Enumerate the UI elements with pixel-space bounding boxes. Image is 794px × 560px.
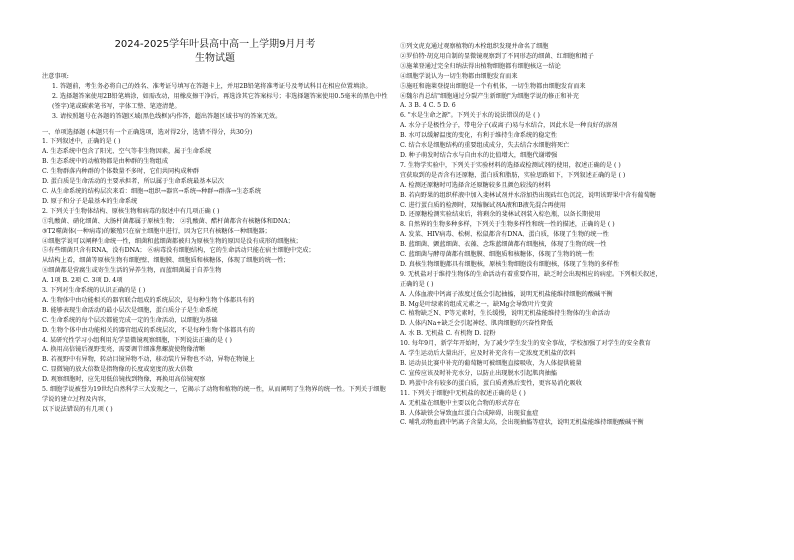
question-line: C. 哺乳动物血液中钙离子含量太高，会出现抽搐等症状，说明无机盐能维持细胞酸碱平衡 bbox=[400, 419, 644, 427]
question-line: D. 人体内Na+缺乏会引起神经、肌肉细胞的兴奋性降低 bbox=[400, 320, 553, 328]
question-line: ②罗伯特·胡克用自制的显微镜观察到了不同形态的细菌、红细胞和精子 bbox=[400, 52, 594, 60]
left-column bbox=[42, 38, 388, 415]
question-line: 1. 下列叙述中，正确的是 ( ) bbox=[42, 138, 121, 146]
question-line: 8. 自然界的生物多种多样，下列关于生物多样性和统一性的描述，正确的是 ( ) bbox=[400, 221, 615, 229]
question-line: B. 人体缺铁会导致血红蛋白合成障碍，出现贫血症 bbox=[400, 409, 539, 417]
question-line: ④细胞学说认为一切生物都由细胞发育而来 bbox=[400, 72, 518, 80]
question-line: 从结构上看，细菌等原核生物有细胞壁、细胞膜、细胞质和核糖体，体现了细胞的统一性； bbox=[42, 257, 290, 265]
question-line: 9. 无机盐对于维持生物体的生命活动有着重要作用，缺乏时会出现相应的病症。下列相关叙述， bbox=[400, 270, 662, 278]
question-line: C. 宣传应该及时补充水分，以防止出现脱水引起肌肉抽搐 bbox=[400, 369, 557, 377]
question-line: A. 水分子是极性分子，带电分子(或离子)易与水结合，因此水是一种良好的溶剂 bbox=[400, 122, 618, 130]
section-heading: 一、单项选择题 (本题只有一个正确选项，选对得2分，选错不得分，共30分) bbox=[42, 128, 253, 136]
question-line: 5. 细胞学说被誉为19世纪自然科学三大发现之一，它揭示了动物和植物的统一性，从而阐明了生物界的统一性。下列关于细胞学说的建立过程及内容， bbox=[42, 386, 386, 403]
question-line: ⑧细菌都是营腐生或寄生生活的异养生物，而蓝细菌属于自养生物 bbox=[42, 267, 222, 275]
question-line: 3. 下列对生命系统的认识正确的是 ( ) bbox=[42, 287, 146, 295]
question-line: D. 蛋白质是生命活动的主要承担者，所以属于生命系统最基本层次 bbox=[42, 178, 224, 186]
question-line: B. 运动员比赛中补充的葡萄糖可被细胞直接吸收，为人体提供能量 bbox=[400, 360, 582, 367]
question-line: 2. 下列关于生物体结构、原核生物和病毒的叙述中有几项正确 ( ) bbox=[42, 207, 220, 215]
notice-item-2: 2. 选择题答案使用2B铅笔填涂，如需改动，用橡皮擦干净后，再选涂其它答案标号；非选择题答案使用0.5毫米的黑色中性(签字)笔或碳素笔书写，字体工整、笔迹清楚。 bbox=[52, 92, 388, 110]
question-line: D. 原子和分子是最基本的生命系统 bbox=[42, 197, 138, 205]
question-line: A. 1项 B. 2项 C. 3项 D. 4项 bbox=[42, 277, 123, 285]
question-line: B. 能够表现生命活动的最小层次是细胞，蛋白质分子是生命系统 bbox=[42, 306, 218, 314]
question-line: A. 生态系统中包含了阳光、空气等非生物因素，属于生命系统 bbox=[42, 148, 212, 156]
question-line: ①乳酸菌、硝化细菌、大肠杆菌都属于原核生物； ②乳酸菌、醋杆菌都含有核糖体和DNA； bbox=[42, 217, 294, 225]
question-line: ①列文虎克通过观察植物的木栓组织发现并命名了细胞 bbox=[400, 43, 549, 50]
question-line: ③T2噬菌体(一种病毒)的繁殖只在宿主细胞中进行，因为它只有核糖体一种细胞器； bbox=[42, 227, 271, 235]
notice-item-3: 3. 请按照题号在各题的答题区域(黑色线框)内作答，超出答题区域书写的答案无效。 bbox=[52, 112, 282, 120]
question-line: C. 植物缺乏N、P等元素时，生长缓慢，说明无机盐能维持生物体的生命活动 bbox=[400, 310, 610, 318]
question-line: C. 结合水是细胞结构的重要组成成分，失去结合水细胞将死亡 bbox=[400, 142, 570, 150]
question-line: A. 生物体中由功能相关的器官联合组成的系统层次，是每种生物个体都具有的 bbox=[42, 296, 255, 304]
question-line: A. 无机盐在细胞中主要以化合物的形式存在 bbox=[400, 399, 520, 407]
question-line: A. 学生运动后大量出汗，应及时补充含有一定浓度无机盐的饮料 bbox=[400, 350, 576, 358]
question-line: A. 检测还原糖时可选择含还原糖较多且颜色较浅的材料 bbox=[400, 181, 551, 189]
question-line: C. 蓝细菌与酵母菌都有细胞膜、细胞质和核糖体，体现了生物的统一性 bbox=[400, 251, 595, 259]
question-line: D. 真核生物细胞都具有细胞核，原核生物细胞没有细胞核，体现了生物的多样性 bbox=[400, 260, 620, 268]
exam-title: 2024-2025学年叶县高中高一上学期9月月考 bbox=[114, 39, 316, 50]
question-line: A. 发菜、HIV病毒、松树、松鼠都含有DNA、蛋白质，体现了生物的统一性 bbox=[400, 231, 609, 239]
question-line: D. 种子萌发时结合水与自由水的比值增大，细胞代谢增强 bbox=[400, 151, 558, 159]
question-line: B. 若视野中有异物，转动目镜异物不动，移动装片异物也不动，异物在物镜上 bbox=[42, 356, 255, 364]
notice-heading: 注意事项: bbox=[42, 73, 69, 80]
question-line: C. 从生命系统的结构层次来看：细胞→组织→器官→系统→种群→群落→生态系统 bbox=[42, 187, 261, 195]
question-line: 宜获取到的是否含有还原糖，蛋白质和脂肪，实验思路如下，下列叙述正确的是 ( ) bbox=[400, 171, 626, 179]
question-line: B. 蓝细菌、颤蓝细菌、衣藻、念珠蓝细菌都有细胞核，体现了生物的统一性 bbox=[400, 241, 607, 249]
question-line: B. 水可以缓解温度的变化，有利于维持生命系统的稳定性 bbox=[400, 132, 557, 140]
question-line: 6. "水是生命之源"。下列关于水的说法错误的是 ( ) bbox=[400, 112, 540, 120]
question-line: A. 人体血液中钙离子浓度过低会引起抽搐，说明无机盐能维持细胞的酸碱平衡 bbox=[400, 290, 613, 298]
question-line: C. 生物群落内种群的个体数量不多时，它们共同构成种群 bbox=[42, 168, 199, 176]
question-line: 11. 下列关于细胞中无机盐的叙述正确的是 ( ) bbox=[400, 389, 526, 397]
question-line: ⑥魏尔肖总结"细胞通过分裂产生新细胞"为细胞学说的修正和补充 bbox=[400, 92, 579, 100]
question-line: D. 观察细胞时，应先用低倍镜找到物像，再换用高倍镜观察 bbox=[42, 376, 206, 384]
question-line: ④细胞学说可以阐释生命统一性，细菌和蓝细菌都被归为原核生物的原因是没有成形的细胞核； bbox=[42, 237, 302, 245]
question-line: ⑤有些细菌只含有RNA，没有DNA； ⑥病毒没有细胞结构，它的生命活动只能在宿主细胞中完成； bbox=[42, 247, 315, 255]
question-line: 10. 每年9月，新学年开始时，为了减少学生发生的安全事故，学校加强了对学生的安全教育 bbox=[400, 340, 651, 348]
question-line: 正确的是 ( ) bbox=[400, 280, 434, 288]
question-line: C. 进行蛋白质的检测时，双缩脲试剂A液和B液先混合再使用 bbox=[400, 201, 566, 209]
exam-subject: 生物试题 bbox=[195, 53, 235, 64]
question-line: ⑤施旺和施莱登提出细胞是一个有机体，一切生物都由细胞发育而来 bbox=[400, 82, 586, 90]
question-line: ③施莱登通过完全归纳法得出植物细胞都有细胞核这一结论 bbox=[400, 62, 561, 70]
question-line: D. 生物个体中由功能相关的器官组成的系统层次，不是每种生物个体都具有的 bbox=[42, 326, 255, 334]
question-line: D. 鸡蛋中含有较多的蛋白质，蛋白质煮熟后变性，更容易消化吸收 bbox=[400, 379, 582, 387]
question-line: A. 水 B. 无机盐 C. 有机物 D. 淀粉 bbox=[400, 330, 496, 338]
question-line: A. 换用高倍镜后视野变亮，需要调节细准焦螺旋使物像清晰 bbox=[42, 346, 206, 354]
notice-item-1: 1. 答题前，考生务必将自己的姓名、准考证号填写在答题卡上，并用2B铅笔将准考证号及考试科目在相应位置填涂。 bbox=[52, 82, 372, 90]
question-line: B. Mg是叶绿素的组成元素之一，缺Mg会导致叶片变黄 bbox=[400, 300, 553, 308]
question-line: 7. 生物学实验中，下列关于实验材料的选择或检测试剂的使用，叙述正确的是 ( ) bbox=[400, 161, 621, 169]
question-line: 4. 某研究性学习小组利用光学显微镜观察细胞，下列说法正确的是 ( ) bbox=[42, 336, 232, 344]
question-line: 以下说法错误的有几项 ( ) bbox=[42, 405, 113, 413]
question-line: B. 若向野果的组织样液中加入斐林试剂并水浴加热出现砖红色沉淀，说明该野果中含有葡萄糖 bbox=[400, 191, 656, 199]
question-line: C. 生命系统的每个层次都能完成一定的生命活动，以细胞为基础 bbox=[42, 316, 218, 324]
question-line: C. 显微镜的放大倍数是指物像的长度或宽度的放大倍数 bbox=[42, 366, 193, 374]
question-line: A. 3 B. 4 C. 5 D. 6 bbox=[400, 102, 456, 110]
right-column bbox=[400, 42, 766, 428]
question-line: D. 还原糖检测实验结束后，将剩余的斐林试剂装入棕色瓶，以备长期使用 bbox=[400, 211, 601, 219]
left-question-list bbox=[42, 137, 388, 414]
question-line: B. 生态系统中的动植物都是由种群的生物组成 bbox=[42, 158, 169, 166]
